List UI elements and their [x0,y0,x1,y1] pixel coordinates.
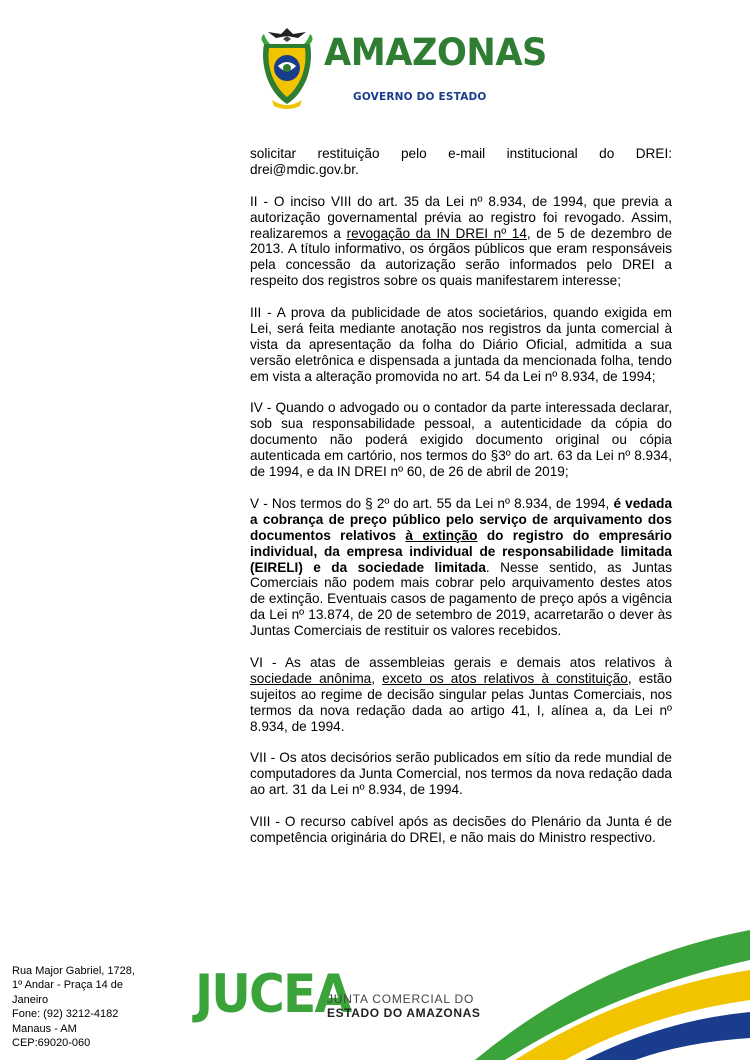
paragraph-viii [250,814,672,846]
paragraph-vi-separator: , [371,670,383,686]
paragraph-v-bold: é vedada a cobrança de preço público pelo serviço de arquivamento dos documentos relativos [250,495,673,543]
jucea-logo: JUCEA [195,964,351,1025]
paragraph-ii-text-end: , de 5 de dezembro de 2013. A título informativo, os órgãos públicos que eram responsáveis pela concessão da autorização serão informados pelo DREI a respeito dos registros sobre os quais manifestarem interesse; [250,225,673,289]
document-body [250,146,672,862]
address-line-3: Janeiro [12,993,49,1006]
paragraph-ii-text: II - O inciso VIII do art. 35 da Lei nº 8.934, de 1994, que previa a autorização governamental prévia ao registro foi revogado. Assim, realizaremos a [250,193,672,241]
paragraph-intro [250,146,672,178]
address-line-2: 1º Andar - Praça 14 de [12,979,124,992]
paragraph-vi [250,655,672,735]
paragraph-vii-text: VII - Os atos decisórios serão publicados em sítio da rede mundial de computadores da Junta Comercial, nos termos da nova redação dada ao art. 31 da Lei nº 8.934, de 1994. [250,750,672,798]
paragraph-iii-text: III - A prova da publicidade de atos societários, quando exigida em Lei, será feita mediante anotação nos registros da junta comercial à vista da apresentação da folha do Diário Oficial, admitida a sua versão eletrônica e dispensada a juntada da mencionada folha, tendo em vista a alteração promovida no art. 54 da Lei nº 8.934, de 1994; [250,305,672,384]
paragraph-v [250,496,672,639]
paragraph-ii [250,194,672,289]
page-header [258,26,547,110]
paragraph-vi-text-end: , estão sujeitos ao regime de decisão singular pelas Juntas Comerciais, nos termos da nova redação dada ao artigo 41, I, alínea a, da Lei nº 8.934, de 1994. [250,670,672,734]
paragraph-vii [250,750,672,798]
amazonas-coat-of-arms-icon [258,26,316,110]
paragraph-vi-underlined-1: sociedade anônima [250,670,372,686]
paragraph-intro-text: solicitar restituição pelo e-mail institucional do DREI: drei@mdic.gov.br. [250,146,672,177]
decorative-swoosh-icon [475,920,750,1060]
city: Manaus - AM [12,1022,77,1035]
state-name: AMAZONAS [324,31,547,74]
paragraph-iv [250,400,672,480]
jucea-subtitle-1: JUNTA COMERCIAL DO [327,992,475,1006]
paragraph-iv-text: IV - Quando o advogado ou o contador da parte interessada declarar, sob sua responsabilidade pessoal, a autenticidade da cópia do documento não poderá exigido documento original ou cópia autenticada em cartório, nos termos do §3º do art. 63 da Lei nº 8.934, de 1994, e da IN DREI nº 60, de 26 de abril de 2019; [250,400,672,480]
paragraph-v-text-end: . Nesse sentido, as Juntas Comerciais não podem mais cobrar pelo arquivamento destes atos de extinção. Eventuais casos de pagamento de preço após a vigência da Lei nº 13.874, de 20 de setembro de 2019, acarretarão o dever às Juntas Comerciais de restituir os valores recebidos. [250,559,672,639]
paragraph-iii [250,305,672,385]
footer-address [12,964,162,1050]
paragraph-viii-text: VIII - O recurso cabível após as decisões do Plenário da Junta é de competência originária do DREI, e não mais do Ministro respectivo. [250,813,672,845]
phone-number: Fone: (92) 3212-4182 [12,1008,119,1021]
paragraph-v-bold-end: do registro do empresário individual, da empresa individual de responsabilidade limitada (EIRELI) e da sociedade limitada [250,527,672,575]
paragraph-v-bold-underlined: à extinção [405,527,478,543]
government-subtitle: GOVERNO DO ESTADO [353,91,487,103]
paragraph-vi-text: VI - As atas de assembleias gerais e demais atos relativos à [250,654,672,670]
revocation-reference: revogação da IN DREI nº 14 [346,225,527,241]
jucea-subtitle-2: ESTADO DO AMAZONAS [327,1006,481,1020]
paragraph-vi-underlined-2: exceto os atos relativos à constituição [382,670,628,686]
paragraph-v-text: V - Nos termos do § 2º do art. 55 da Lei nº 8.934, de 1994, [250,495,614,511]
address-line-1: Rua Major Gabriel, 1728, [12,965,135,977]
postal-code: CEP:69020-060 [12,1037,91,1050]
